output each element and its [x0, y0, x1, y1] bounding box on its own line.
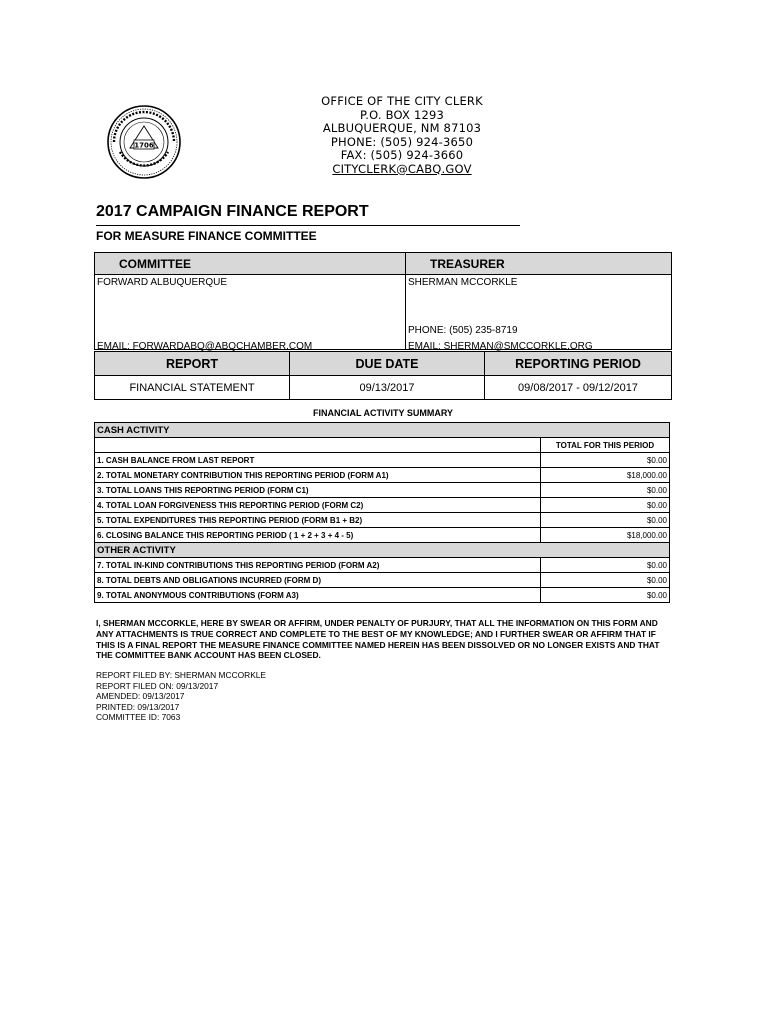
city-seal-icon	[106, 104, 182, 180]
row-amount: $0.00	[541, 483, 670, 498]
office-line: PHONE: (505) 924-3650	[330, 134, 474, 149]
committee-name: FORWARD ALBUQUERQUE	[97, 277, 228, 288]
amended-date: AMENDED: 09/13/2017	[96, 691, 185, 702]
empty-cell	[95, 438, 541, 453]
table-row	[95, 588, 670, 603]
row-amount: $18,000.00	[541, 468, 670, 483]
row-amount: $0.00	[541, 513, 670, 528]
row-label: 5. TOTAL EXPENDITURES THIS REPORTING PERIOD (FORM B1 + B2)	[95, 513, 541, 528]
report-header: REPORT	[95, 352, 290, 376]
filing-info	[96, 670, 266, 723]
row-label: 7. TOTAL IN-KIND CONTRIBUTIONS THIS REPORTING PERIOD (FORM A2)	[95, 558, 541, 573]
row-label: 4. TOTAL LOAN FORGIVENESS THIS REPORTING PERIOD (FORM C2)	[95, 498, 541, 513]
office-line: P.O. BOX 1293	[359, 107, 445, 122]
due-date-header: DUE DATE	[290, 352, 485, 376]
treasurer-phone: PHONE: (505) 235-8719	[408, 325, 518, 336]
office-address	[300, 95, 504, 176]
committee-id: COMMITTEE ID: 7063	[96, 712, 181, 723]
office-line: ALBUQUERQUE, NM 87103	[322, 121, 482, 135]
office-email-link[interactable]: CITYCLERK@CABQ.GOV	[332, 161, 472, 176]
filed-on: REPORT FILED ON: 09/13/2017	[96, 680, 219, 691]
table-row	[95, 573, 670, 588]
printed-date: PRINTED: 09/13/2017	[96, 701, 180, 712]
total-column-header: TOTAL FOR THIS PERIOD	[541, 438, 670, 453]
reporting-period: 09/08/2017 - 09/12/2017	[485, 376, 672, 400]
row-label: 9. TOTAL ANONYMOUS CONTRIBUTIONS (FORM A3)	[95, 588, 541, 603]
seal-year: 1706	[134, 141, 154, 150]
row-amount: $0.00	[541, 453, 670, 468]
table-row	[95, 528, 670, 543]
financial-summary-table	[94, 422, 670, 603]
reporting-period-header: REPORTING PERIOD	[485, 352, 672, 376]
table-row	[95, 453, 670, 468]
table-row	[95, 498, 670, 513]
row-amount: $0.00	[541, 573, 670, 588]
treasurer-name: SHERMAN MCCORKLE	[408, 277, 518, 288]
office-line: OFFICE OF THE CITY CLERK	[321, 94, 483, 108]
treasurer-email: EMAIL: SHERMAN@SMCCORKLE.ORG	[408, 341, 593, 352]
reporting-table	[94, 351, 672, 400]
row-label: 1. CASH BALANCE FROM LAST REPORT	[95, 453, 541, 468]
title-divider	[96, 225, 520, 226]
other-activity-header: OTHER ACTIVITY	[95, 543, 670, 558]
filed-by: REPORT FILED BY: SHERMAN MCCORKLE	[96, 670, 267, 680]
row-amount: $0.00	[541, 558, 670, 573]
summary-title: FINANCIAL ACTIVITY SUMMARY	[312, 408, 453, 418]
affirmation-statement: I, SHERMAN MCCORKLE, HERE BY SWEAR OR AFFIRM, UNDER PENALTY OF PURJURY, THAT ALL THE INFORMATION ON THIS FORM AND ANY ATTACHMENTS IS TRUE CORRECT AND COMPLETE TO THE BEST OF MY KNOWLEDGE; AND I FURTHER SWEAR OR AFFIRM THAT IF THIS IS A FINAL REPORT THE MEASURE FINANCE COMMITTEE NAMED HEREIN HAS BEEN DISSOLVED OR NO LONGER EXISTS AND THAT THE COMMITTEE BANK ACCOUNT HAS BEEN CLOSED.	[96, 618, 660, 661]
row-amount: $0.00	[541, 588, 670, 603]
table-row	[95, 483, 670, 498]
report-subtitle: FOR MEASURE FINANCE COMMITTEE	[96, 229, 317, 243]
row-amount: $18,000.00	[541, 528, 670, 543]
due-date: 09/13/2017	[290, 376, 485, 400]
committee-details	[95, 275, 406, 350]
committee-header: COMMITTEE	[95, 253, 406, 275]
treasurer-details	[406, 275, 672, 350]
row-amount: $0.00	[541, 498, 670, 513]
office-line: FAX: (505) 924-3660	[340, 148, 464, 162]
treasurer-header: TREASURER	[406, 253, 672, 275]
cash-activity-header: CASH ACTIVITY	[95, 423, 670, 438]
table-row	[95, 558, 670, 573]
table-row	[95, 468, 670, 483]
committee-treasurer-table	[94, 252, 672, 350]
row-label: 3. TOTAL LOANS THIS REPORTING PERIOD (FORM C1)	[95, 483, 541, 498]
committee-email: EMAIL: FORWARDABQ@ABQCHAMBER.COM	[97, 341, 313, 352]
row-label: 6. CLOSING BALANCE THIS REPORTING PERIOD ( 1 + 2 + 3 + 4 - 5)	[95, 528, 541, 543]
row-label: 2. TOTAL MONETARY CONTRIBUTION THIS REPORTING PERIOD (FORM A1)	[95, 468, 541, 483]
row-label: 8. TOTAL DEBTS AND OBLIGATIONS INCURRED (FORM D)	[95, 573, 541, 588]
report-type: FINANCIAL STATEMENT	[95, 376, 290, 400]
report-title: 2017 CAMPAIGN FINANCE REPORT	[96, 203, 369, 220]
table-row	[95, 513, 670, 528]
